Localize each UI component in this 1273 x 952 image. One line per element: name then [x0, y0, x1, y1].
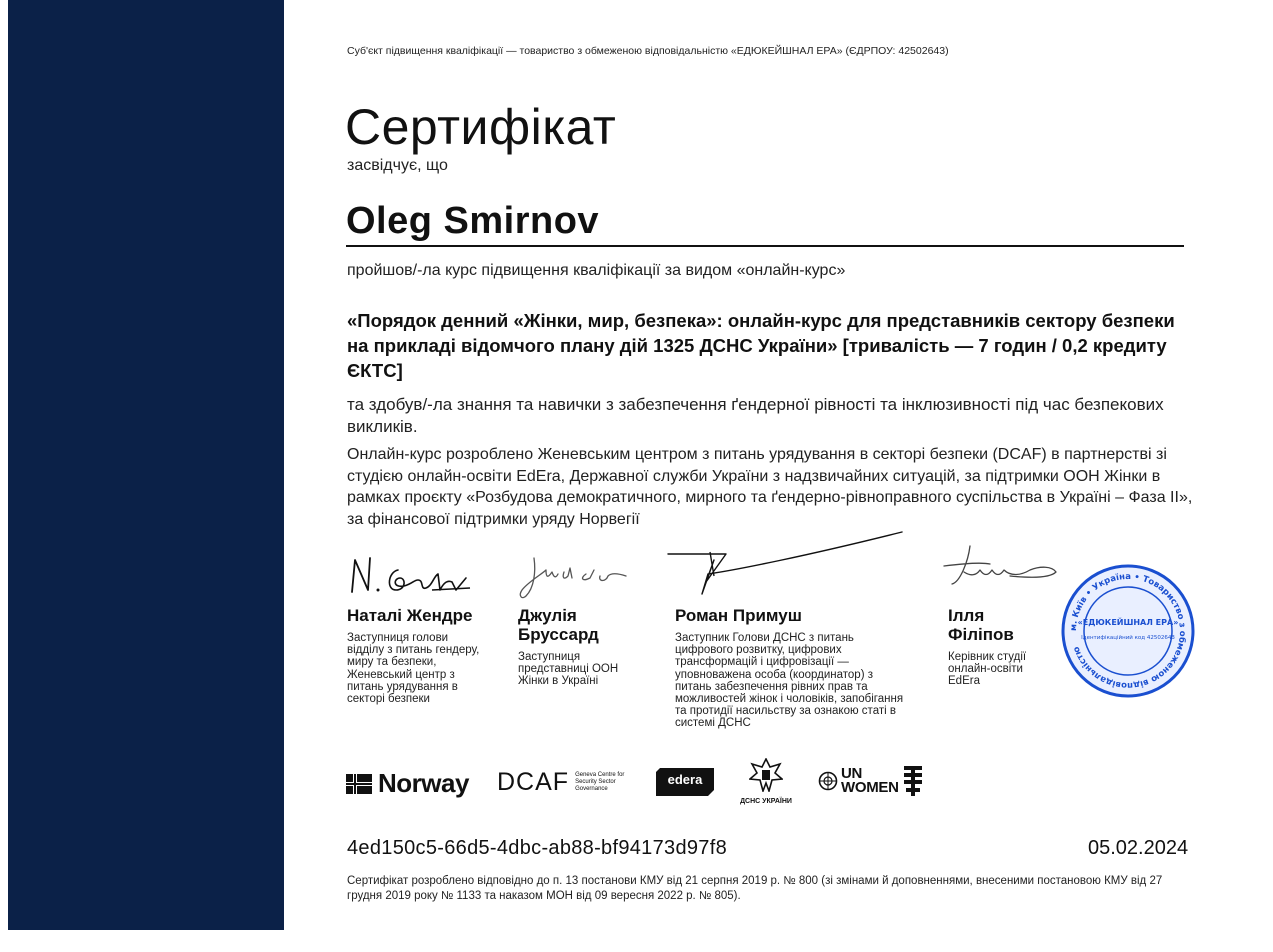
certificate-date: 05.02.2024	[1088, 837, 1189, 859]
certifies-text: засвідчує, що	[347, 157, 448, 174]
signatory-role-4: Керівник студії онлайн-освіти EdEra	[948, 651, 1027, 688]
signatory-name-1: Наталі Жендре	[347, 606, 473, 625]
signature-broussard	[516, 552, 628, 602]
course-description: Онлайн-курс розроблено Женевським центром з питань урядування в секторі безпеки (DCAF) в партнерстві зі студією онлайн-освіти EdEra, Державної служби України з надзвичайних ситуацій, за підтримки ООН Жінки в рамках проєкту «Розбудова демократичного, мирного та ґендерно-рівноправного суспільства в Україні – Фаза II», за фінансової підтримки уряду Норвегії	[347, 446, 1193, 528]
dsns-emblem-icon	[749, 758, 783, 792]
dcaf-logo	[497, 768, 645, 797]
certificate-id: 4ed150c5-66d5-4dbc-ab88-bf94173d97f8	[347, 837, 727, 859]
norway-logo-text: Norway	[378, 768, 469, 798]
signatory-role-3: Заступник Голови ДСНС з питань цифрового розвитку, цифрових трансформацій і цифровізації — уповноважена особа (координатор) з питань забезпечення рівних прав та можливостей жінок і чоловіків, запобігання та протидії насильству за ознакою статі в системі ДСНС	[675, 632, 904, 730]
seal-center-name: «ЕДЮКЕЙШНАЛ ЕРА»	[1077, 618, 1179, 627]
signatory-name-2: Джулія Бруссард	[518, 606, 599, 644]
signatory-name-4: Ілля Філіпов	[948, 606, 1014, 644]
women-symbol-icon	[902, 766, 924, 796]
signatory-role-2: Заступниця представниці ООН Жінки в Україні	[518, 651, 619, 688]
un-emblem-icon	[818, 771, 838, 791]
signatory-name-3: Роман Примуш	[675, 606, 802, 625]
norway-logo	[346, 768, 469, 799]
un-women-line-1: UN	[841, 765, 863, 782]
un-women-line-2: WOMEN	[841, 779, 899, 796]
signatory-role-1: Заступниця голови відділу з питань гендеру, миру та безпеки, Женевський центр з питань урядування в секторі безпеки	[347, 632, 480, 706]
certificate-title: Сертифікат	[345, 99, 617, 155]
recipient-name: Oleg Smirnov	[346, 200, 600, 242]
dsns-logo	[737, 758, 795, 808]
dcaf-logo-mark: DCAF	[497, 768, 570, 796]
un-women-logo	[818, 766, 924, 796]
name-underline	[346, 245, 1184, 247]
navy-side-panel	[8, 0, 284, 930]
signature-filipov	[940, 542, 1060, 588]
company-seal	[1060, 563, 1196, 699]
dcaf-logo-subtitle: Geneva Centre for Security Sector Governance	[575, 772, 625, 792]
signature-prymush	[666, 530, 906, 598]
edera-logo-text: edera	[667, 772, 703, 787]
legal-footnote: Сертифікат розроблено відповідно до п. 13 постанови КМУ від 21 серпня 2019 р. № 800 (зі змінами й доповненнями, внесеними постановою КМУ від 27 грудня 2019 року № 1133 та наказом МОН від 09 вересня 2022 р. № 805).	[347, 875, 1163, 902]
signature-gendre	[348, 552, 476, 598]
course-title: «Порядок денний «Жінки, мир, безпека»: онлайн-курс для представників сектору безпеки на прикладі відомчого плану дій 1325 ДСНС України» [тривалість — 7 годин / 0,2 кредиту ЄКТС]	[347, 310, 1175, 381]
dsns-logo-text: ДСНС УКРАЇНИ	[740, 798, 792, 805]
norway-flag-icon	[346, 774, 372, 794]
seal-center-sub: Ідентифікаційний код 42502643	[1081, 635, 1175, 641]
issuer-line: Суб'єкт підвищення кваліфікації — товариство з обмеженою відповідальністю «ЕДЮКЕЙШНАЛ ЕРА» (ЄДРПОУ: 42502643)	[347, 45, 949, 57]
completed-text: пройшов/-ла курс підвищення кваліфікації за видом «онлайн-курс»	[347, 262, 846, 279]
edera-logo	[656, 768, 714, 796]
acquired-text: та здобув/-ла знання та навички з забезпечення ґендерної рівності та інклюзивності під час безпекових викликів.	[347, 395, 1164, 436]
seal-outer-text: м. Київ • Україна • Товариство з обмеженою відповідальністю	[1068, 571, 1188, 691]
